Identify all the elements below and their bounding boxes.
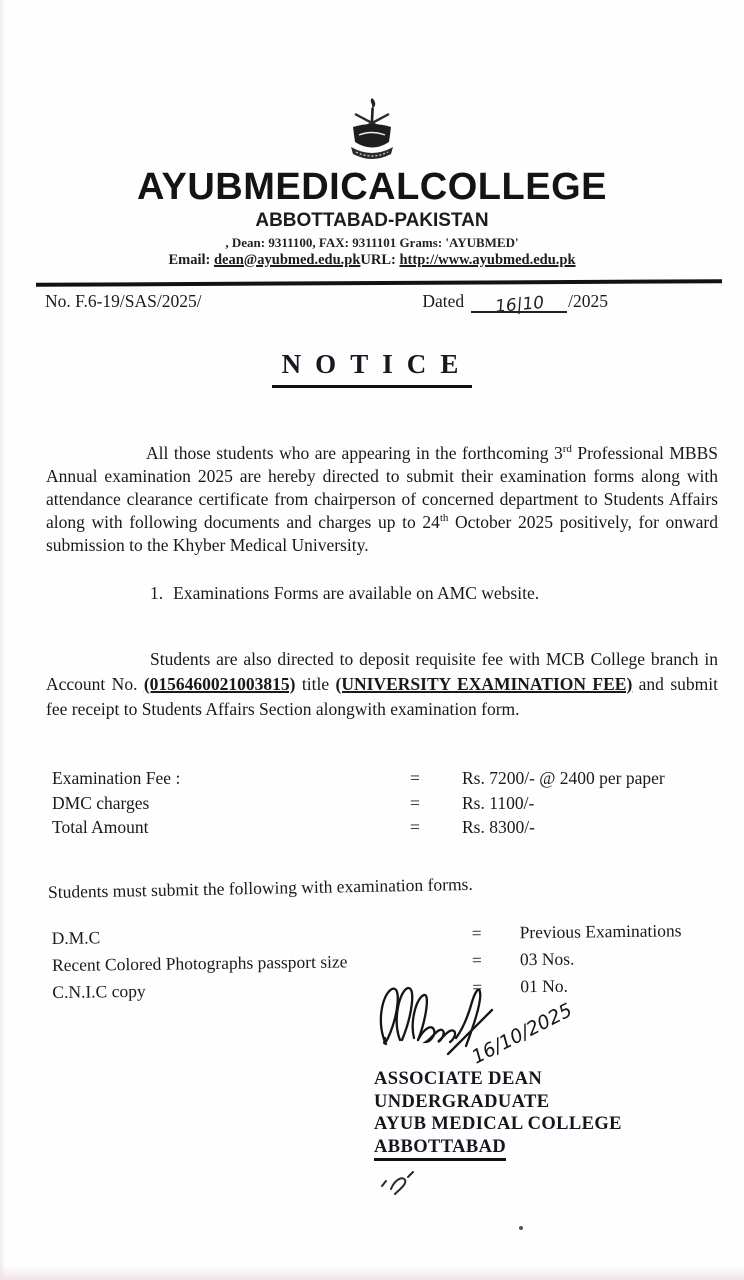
requirement-label: C.N.I.C copy — [52, 980, 146, 1002]
equals-sign: = — [410, 768, 420, 788]
college-name: AYUBMEDICALCOLLEGE — [137, 166, 607, 208]
college-crest-icon — [343, 96, 401, 166]
letterhead — [0, 96, 744, 269]
paragraph-fee-text: Students are also directed to deposit requisite fee with MCB College branch in Account No. — [46, 648, 718, 694]
contact-line: , Dean: 9311100, FAX: 9311101 Grams: 'AYUBMED' — [225, 234, 519, 250]
title-wrap — [0, 349, 744, 388]
equals-sign: = — [410, 792, 420, 813]
email-label: Email: — [168, 251, 214, 268]
header-divider — [36, 279, 722, 287]
page-title: NOTICE — [272, 349, 473, 388]
website-url: http://www.ayubmed.edu.pk — [399, 251, 576, 268]
paragraph-intro-text: October 2025 positively, for onward submission to the Khyber Medical University. — [46, 512, 719, 556]
requirement-value: Previous Examinations — [519, 920, 682, 943]
signatory-department: UNDERGRADUATE — [374, 1091, 550, 1112]
handwritten-mark-icon — [378, 1168, 426, 1198]
paragraph-fee-text: and submit fee receipt to Students Affairs Section alongwith examination form. — [46, 673, 718, 719]
submission-note: Students must submit the following with examination forms. — [47, 873, 473, 902]
account-number: (0156460021003815) — [143, 673, 296, 694]
signatory-block — [374, 1068, 622, 1161]
fee-table — [52, 766, 665, 840]
fee-value: Rs. 8300/- — [462, 817, 535, 837]
requirement-value: 01 No. — [520, 975, 569, 997]
fee-row — [52, 791, 665, 816]
paragraph-intro-text: All those students who are appearing in the forthcoming 3 — [146, 442, 563, 463]
scan-edge-artifact — [0, 0, 6, 1280]
fee-row — [52, 766, 665, 791]
equals-sign: = — [410, 817, 420, 837]
requirement-label: Recent Colored Photographs passport size — [51, 951, 348, 975]
reference-row — [45, 291, 704, 318]
paragraph-fee-deposit — [46, 647, 718, 722]
list-item — [150, 583, 539, 604]
dated-year: /2025 — [568, 291, 608, 311]
signature-date: 16/10/2025 — [468, 999, 576, 1069]
email-url-line — [0, 252, 744, 269]
paragraph-intro — [46, 442, 718, 558]
dated-blank-line — [471, 292, 567, 318]
dated-label: Dated — [422, 291, 465, 311]
list-item-number: 1. — [150, 583, 164, 603]
equals-sign: = — [471, 949, 482, 970]
url-label: URL: — [360, 251, 400, 268]
fee-value: Rs. 7200/- @ 2400 per paper — [462, 768, 665, 788]
fee-value: Rs. 1100/- — [462, 792, 535, 813]
scan-bottom-artifact — [0, 1266, 744, 1280]
fee-row — [52, 815, 665, 840]
dated-field — [422, 291, 608, 318]
reference-number: No. F.6-19/SAS/2025/ — [45, 291, 202, 311]
signature-scribble-icon — [368, 980, 588, 1070]
signatory-title: ASSOCIATE DEAN — [374, 1069, 543, 1089]
equals-sign: = — [471, 922, 482, 943]
scan-speck-artifact — [519, 1226, 523, 1230]
signatory-city: ABBOTTABAD — [374, 1136, 506, 1162]
signatory-institution: AYUB MEDICAL COLLEGE — [374, 1114, 622, 1134]
email-address: dean@ayubmed.edu.pk — [213, 251, 361, 268]
requirement-label: D.M.C — [51, 927, 101, 949]
paragraph-intro-text: Professional MBBS Annual examination 2025 are hereby directed to submit their examination forms along with attendance clearance certificate from chairperson of concerned department to Students Affairs along with following documents and charges up to 24 — [46, 442, 719, 533]
paragraph-fee-text: title — [295, 673, 336, 694]
ordinal-superscript: th — [439, 512, 449, 525]
list-item-text: Examinations Forms are available on AMC website. — [173, 583, 540, 603]
account-title: (UNIVERSITY EXAMINATION FEE) — [335, 673, 633, 694]
college-location: ABBOTTABAD-PAKISTAN — [255, 209, 489, 231]
fee-label: Total Amount — [52, 817, 149, 837]
fee-label: DMC charges — [52, 792, 150, 813]
dated-handwritten-value: 16|10 — [494, 292, 545, 318]
ordinal-superscript: rd — [562, 442, 572, 455]
requirement-value: 03 Nos. — [519, 948, 575, 970]
fee-label: Examination Fee : — [52, 768, 181, 788]
signature-block — [368, 980, 588, 1075]
equals-sign: = — [472, 976, 483, 997]
